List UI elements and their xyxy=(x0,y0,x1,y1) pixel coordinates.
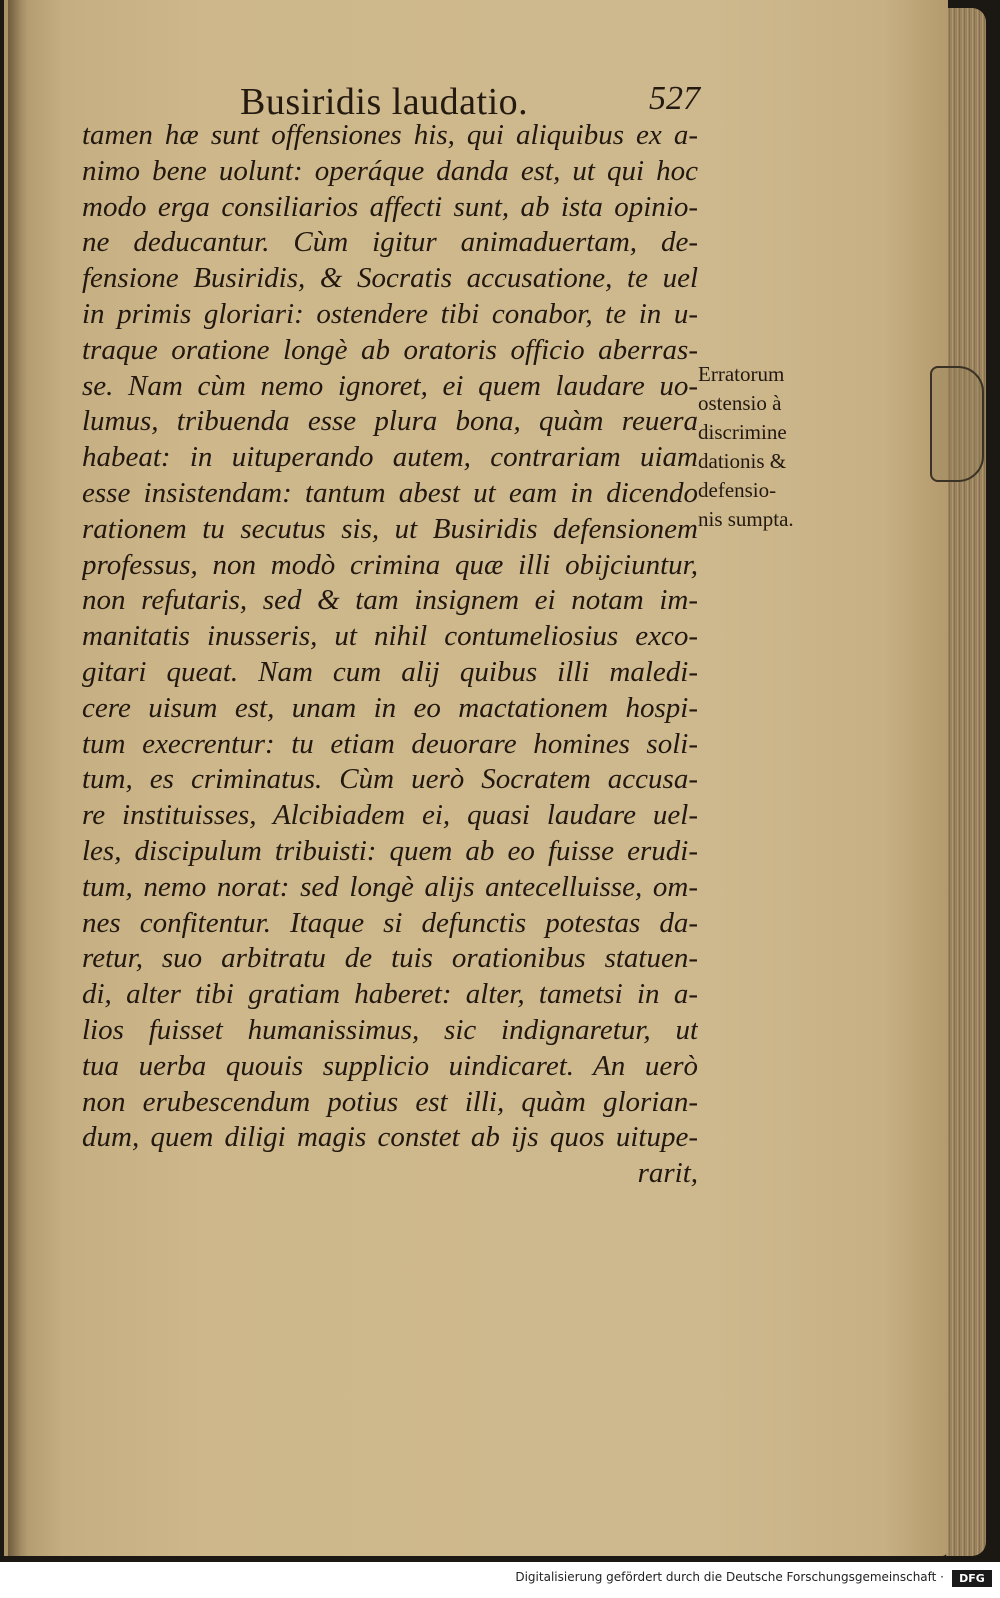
clasp-tab xyxy=(930,366,984,482)
marginal-note xyxy=(698,360,828,534)
body-text xyxy=(82,118,698,1192)
text-line: professus, non modò crimina quæ illi obijciuntur, xyxy=(82,548,698,581)
page-number: 527 xyxy=(649,80,700,117)
text-line: in primis gloriari: ostendere tibi conabor, te in u- xyxy=(82,297,698,330)
text-line: tum execrentur: tu etiam deuorare homines soli- xyxy=(82,727,698,760)
marginal-note-line: nis sumpta. xyxy=(698,507,794,531)
text-line: tamen hæ sunt offensiones his, qui aliquibus ex a- xyxy=(82,119,698,151)
text-line: fensione Busiridis, & Socratis accusatione, te uel xyxy=(82,262,698,295)
text-line: gitari queat. Nam cum alij quibus illi maledi- xyxy=(82,655,698,688)
text-line: les, discipulum tribuisti: quem ab eo fuisse erudi- xyxy=(82,834,698,867)
text-line: nes confitentur. Itaque si defunctis potestas da- xyxy=(82,906,698,939)
text-line: rationem tu secutus sis, ut Busiridis defensionem xyxy=(82,512,698,545)
text-line: tua uerba quouis supplicio uindicaret. An uerò xyxy=(82,1049,698,1082)
text-line: non erubescendum potius est illi, quàm glorian- xyxy=(82,1085,698,1118)
marginal-note-line: Erratorum xyxy=(698,362,785,386)
text-line: manitatis inusseris, ut nihil contumeliosius exco- xyxy=(82,620,698,653)
catchword: rarit, xyxy=(637,1157,698,1190)
marginal-note-line: ostensio à xyxy=(698,391,782,415)
text-line: habeat: in uituperando autem, contrariam uiam xyxy=(82,441,698,474)
text-line: modo erga consiliarios affecti sunt, ab ista opinio- xyxy=(82,190,698,223)
page-edges xyxy=(946,8,986,1556)
text-line: re instituisses, Alcibiadem ei, quasi laudare uel- xyxy=(82,799,698,832)
text-line: se. Nam cùm nemo ignoret, ei quem laudare uo- xyxy=(82,369,698,402)
text-line: lumus, tribuenda esse plura bona, quàm reuera xyxy=(82,405,698,438)
text-line: traque oratione longè ab oratoris officio aberras- xyxy=(82,333,698,366)
text-line: retur, suo arbitratu de tuis orationibus statuen- xyxy=(82,942,698,975)
text-line: ne deducantur. Cùm igitur animaduertam, de- xyxy=(82,226,698,259)
text-line: nimo bene uolunt: operáque danda est, ut qui hoc xyxy=(82,154,698,187)
text-line: tum, es criminatus. Cùm uerò Socratem accusa- xyxy=(82,763,698,796)
text-line: di, alter tibi gratiam haberet: alter, tametsi in a- xyxy=(82,978,698,1011)
text-line: non refutaris, sed & tam insignem ei notam im- xyxy=(82,584,698,617)
text-line: esse insistendam: tantum abest ut eam in dicendo xyxy=(82,476,698,509)
text-line: lios fuisset humanissimus, sic indignaretur, ut xyxy=(82,1013,698,1046)
text-line: tum, nemo norat: sed longè alijs antecelluisse, om- xyxy=(82,870,698,903)
footer-bar xyxy=(0,1562,1000,1598)
dfg-logo: DFG xyxy=(952,1570,992,1587)
marginal-note-line: defensio- xyxy=(698,478,777,502)
gutter-shadow xyxy=(8,0,28,1556)
running-title: Busiridis laudatio. xyxy=(240,81,529,123)
funding-credit: Digitalisierung gefördert durch die Deutsche Forschungsgemeinschaft · xyxy=(515,1570,944,1584)
marginal-note-line: dationis & xyxy=(698,449,787,473)
text-line: cere uisum est, unam in eo mactationem hospi- xyxy=(82,691,698,724)
text-line: dum, quem diligi magis constet ab ijs quos uitupe- xyxy=(82,1121,698,1154)
marginal-note-line: discrimine xyxy=(698,420,787,444)
